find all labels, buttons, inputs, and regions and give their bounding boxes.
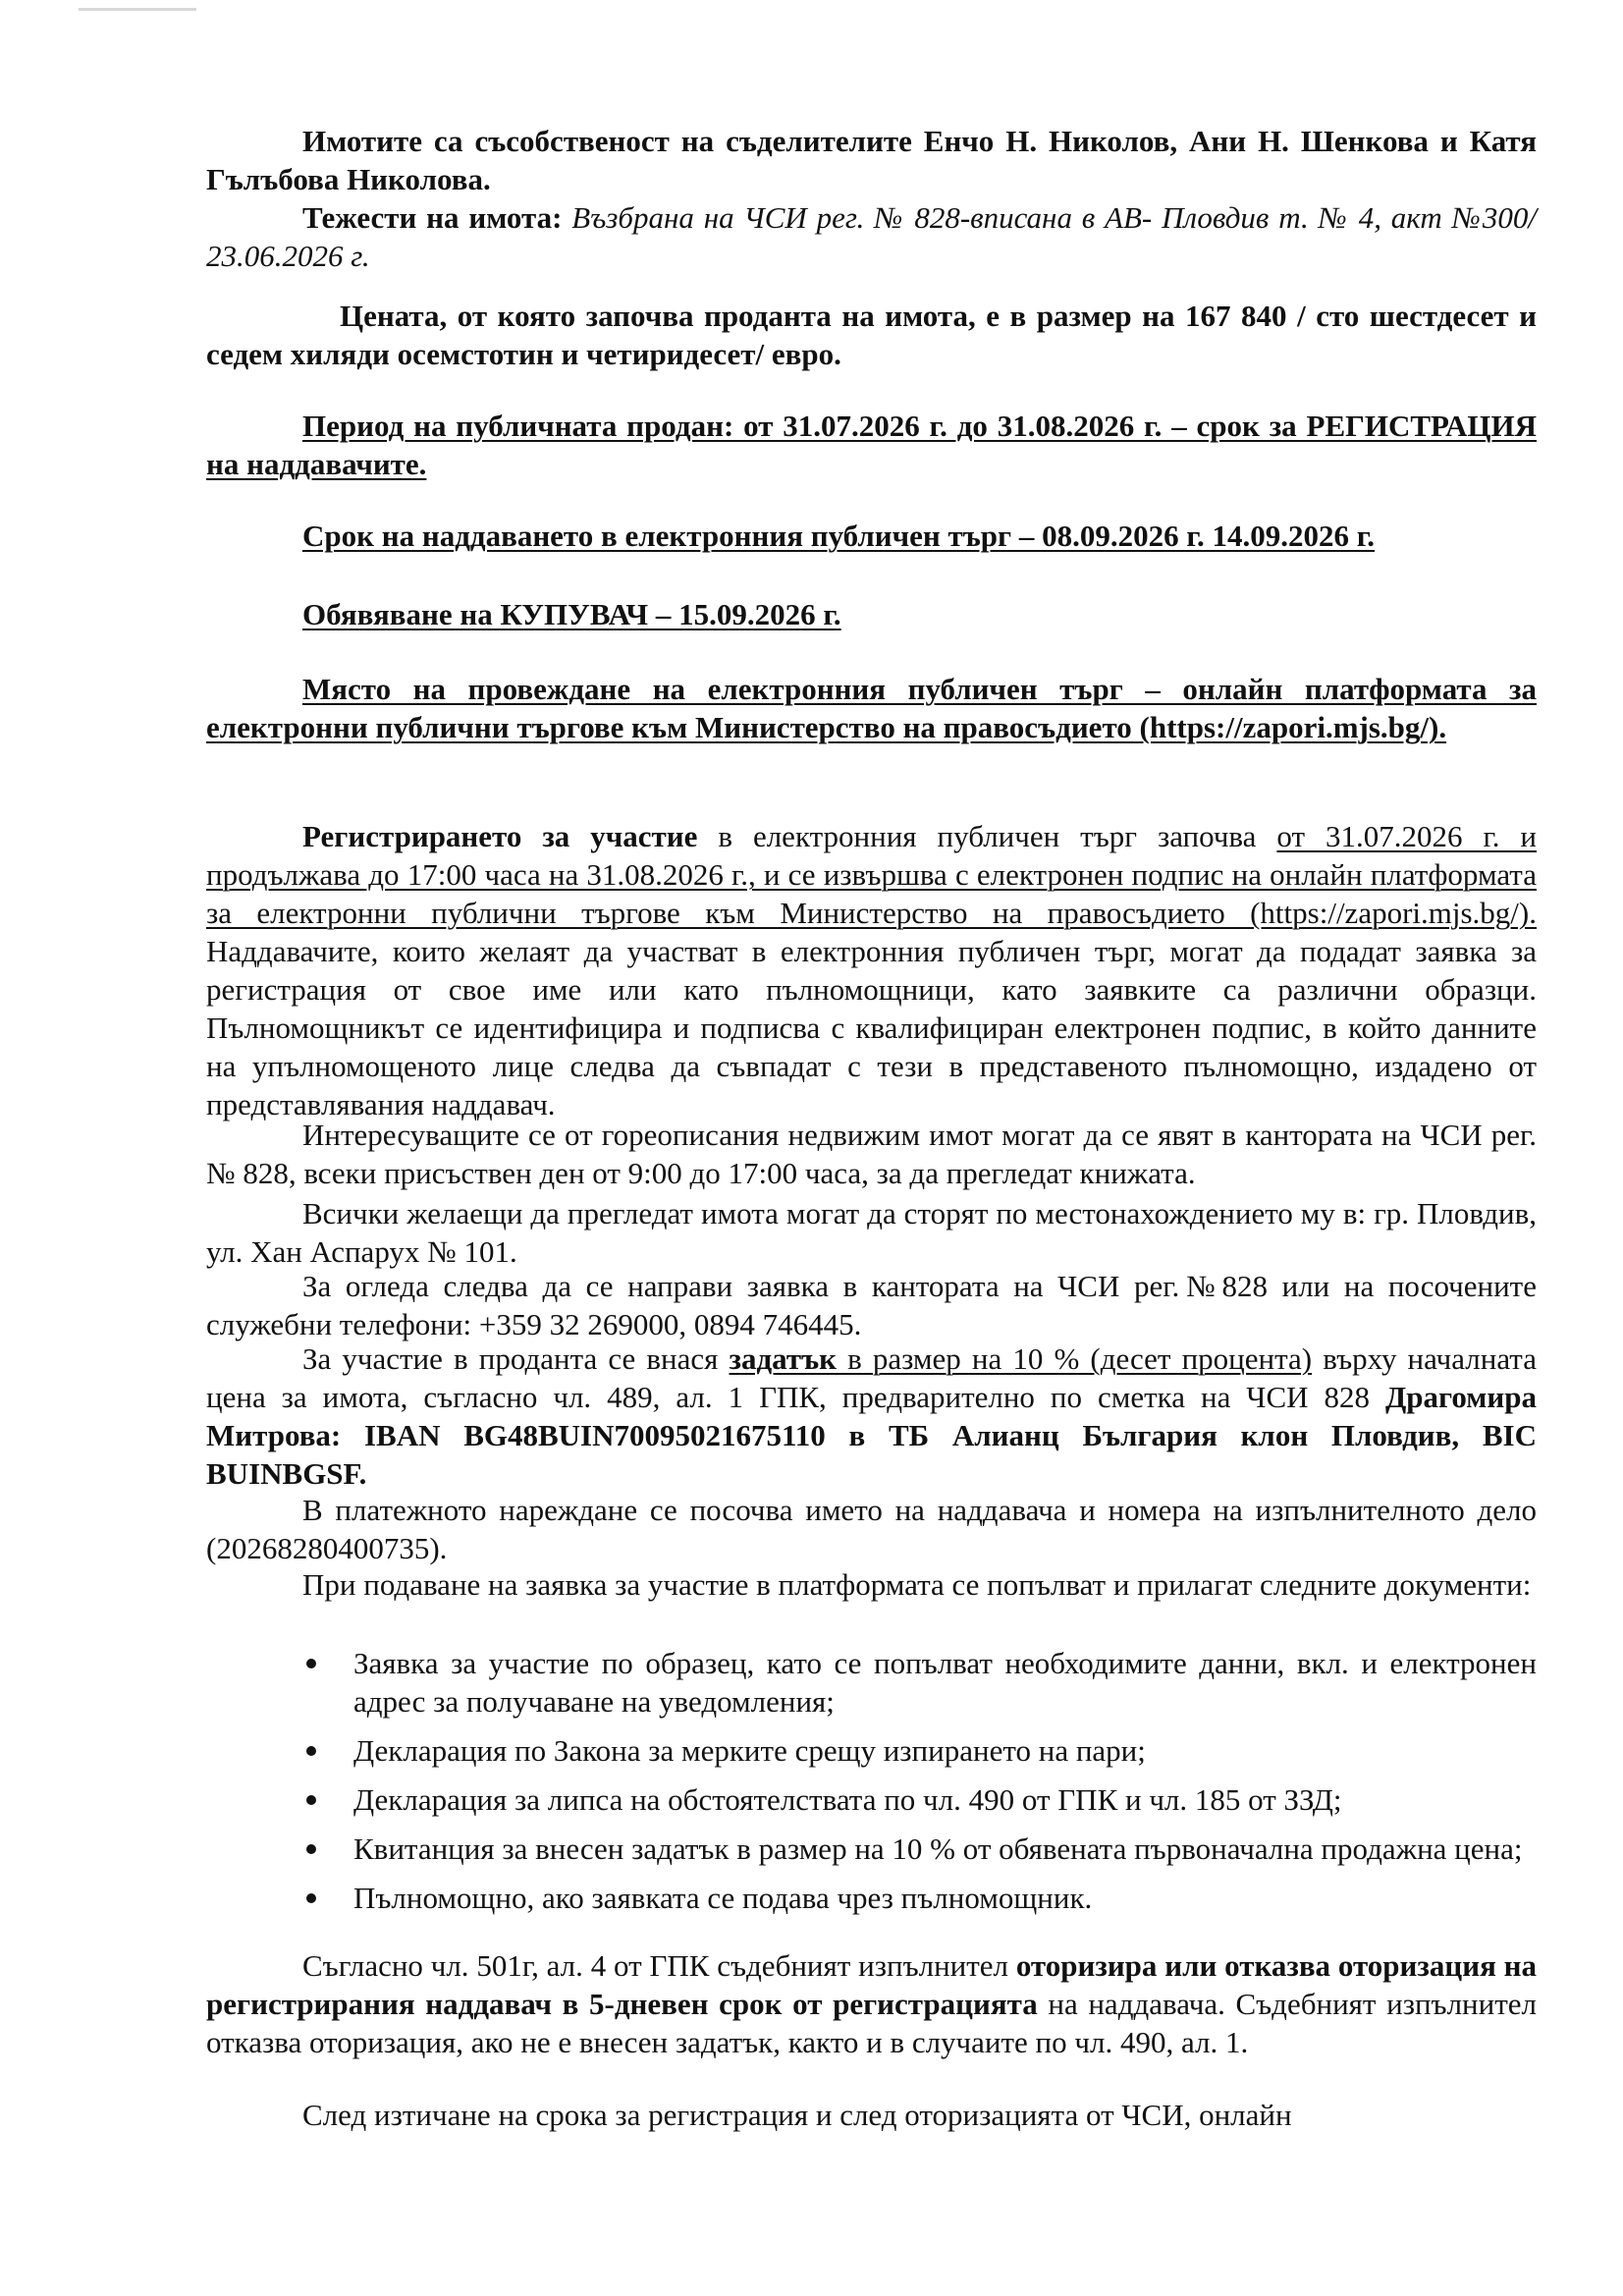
bidding-paragraph: Срок на наддаването в електронния публичен търг – 08.09.2026 г. 14.09.2026 г. — [302, 519, 1376, 553]
authorization-bold: оторизира или отказва оторизация на регистрирания наддавач в 5-дневен срок от регистрацията — [206, 1948, 1538, 2021]
documents-intro: При подаване на заявка за участие в платформата се попълват и прилагат следните документи: — [302, 1567, 1532, 1602]
list-item-text: Декларация по Закона за мерките срещу изпирането на пари; — [353, 1733, 1146, 1768]
authorization-paragraph — [206, 1946, 1537, 2061]
encumbrance-text: Възбрана на ЧСИ рег. № 828-вписана в АВ- Пловдив т. № 4, акт №300/ 23.06.2026 г. — [206, 200, 1538, 273]
list-item-text: Квитанция за внесен задатък в размер на 10 % от обявената първоначална продажна цена; — [353, 1831, 1523, 1866]
bullet-icon — [306, 1659, 316, 1668]
list-item — [206, 1731, 1537, 1770]
scan-artifact — [79, 8, 196, 11]
deposit-keyword: задатък — [729, 1341, 837, 1376]
place-paragraph: Място на провеждане на електронния публичен търг – онлайн платформата за електронни публични търгове към Министерство на правосъдието (https://zapori.mjs.bg/). — [206, 672, 1537, 744]
viewing-paragraph: Всички желаещи да прегледат имота могат да сторят по местонахождението му в: гр. Пловдив, ул. Хан Аспарух № 101. — [206, 1196, 1537, 1269]
list-item — [206, 1879, 1537, 1917]
deposit-amount: в размер на 10 % (десет процента) — [837, 1341, 1313, 1376]
bullet-icon — [306, 1844, 316, 1854]
period-paragraph: Период на публичната продан: от 31.07.2026 г. до 31.08.2026 г. – срок за РЕГИСТРАЦИЯ на наддавачите. — [206, 409, 1537, 481]
registration-lead: Регистрирането за участие — [302, 819, 698, 853]
deposit-paragraph — [206, 1339, 1537, 1493]
list-item — [206, 1830, 1537, 1868]
encumbrance-paragraph — [206, 198, 1537, 275]
encumbrance-label: Тежести на имота: — [302, 200, 563, 235]
registration-part1: в електронния публичен търг започва — [697, 819, 1277, 853]
list-item-text: Декларация за липса на обстоятелствата по чл. 490 от ГПК и чл. 185 от ЗЗД; — [353, 1782, 1342, 1817]
phones-paragraph: За огледа следва да се направи заявка в кантората на ЧСИ рег.№828 или на посочените служебни телефони: +359 32 269000, 0894 746445. — [206, 1269, 1537, 1341]
price-paragraph: Цената, от която започва проданта на имота, е в размер на 167 840 / сто шестдесет и седем хиляди осемстотин и четиридесет/ евро. — [206, 299, 1537, 371]
bullet-icon — [306, 1795, 316, 1805]
registration-dates: от 31.07.2026 г. и продължава до 17:00 часа на 31.08.2026 г., и се извършва с електронен подпис на онлайн платформата за електронни публични търгове към Министерство на правосъдието (https://zapori.mjs.bg/). — [206, 819, 1538, 930]
deposit-part2: върху началната цена за имота, съгласно чл. 489, ал. 1 ГПК, предварително по сметка на ЧСИ 828 — [206, 1341, 1537, 1414]
list-item — [206, 1644, 1537, 1721]
owners-paragraph: Имотите са съсобственост на съделителите Енчо Н. Николов, Ани Н. Шенкова и Катя Гълъбова Николова. — [206, 124, 1537, 196]
deposit-part1: За участие в проданта се внася — [302, 1341, 730, 1376]
buyer-paragraph: Обявяване на КУПУВАЧ – 15.09.2026 г. — [302, 597, 841, 631]
list-item — [206, 1780, 1537, 1819]
closing-paragraph: След изтичане на срока за регистрация и след оторизацията от ЧСИ, онлайн — [302, 2098, 1292, 2132]
payment-paragraph: В платежното нареждане се посочва името на наддавача и номера на изпълнителното дело (20268280400735). — [206, 1493, 1537, 1565]
bullet-icon — [306, 1893, 316, 1903]
bank-details: Драгомира Митрова: IBAN BG48BUIN70095021675110 в ТБ Алианц България клон Пловдив, BIC BUINBGSF. — [206, 1380, 1537, 1491]
registration-part2: Наддавачите, които желаят да участват в електронния публичен търг, могат да подадат заявка за регистрация от свое име или като пълномощници, като заявките са различни образци. Пълномощникът се идентифицира и подписва с квалифициран електронен подпис, в който данните на упълномощеното лице следва да съвпадат с тези в представеното пълномощно, издадено от представлявания наддавач. — [206, 934, 1537, 1121]
documents-list — [206, 1644, 1537, 1928]
bullet-icon — [306, 1746, 316, 1756]
list-item-text: Пълномощно, ако заявката се подава чрез пълномощник. — [353, 1881, 1093, 1915]
registration-paragraph — [206, 817, 1537, 1123]
office-paragraph: Интересуващите се от гореописания недвижим имот могат да се явят в кантората на ЧСИ рег. № 828, всеки присъствен ден от 9:00 до 17:00 часа, за да прегледат книжата. — [206, 1118, 1537, 1190]
list-item-text: Заявка за участие по образец, като се попълват необходимите данни, вкл. и електронен адрес за получаване на уведомления; — [353, 1646, 1537, 1719]
authorization-part2: на наддавача. Съдебният изпълнител отказва оторизация, ако не е внесен задатък, както и в случаите по чл. 490, ал. 1. — [206, 1987, 1537, 2059]
authorization-part1: Съгласно чл. 501г, ал. 4 от ГПК съдебният изпълнител — [302, 1948, 1016, 1983]
